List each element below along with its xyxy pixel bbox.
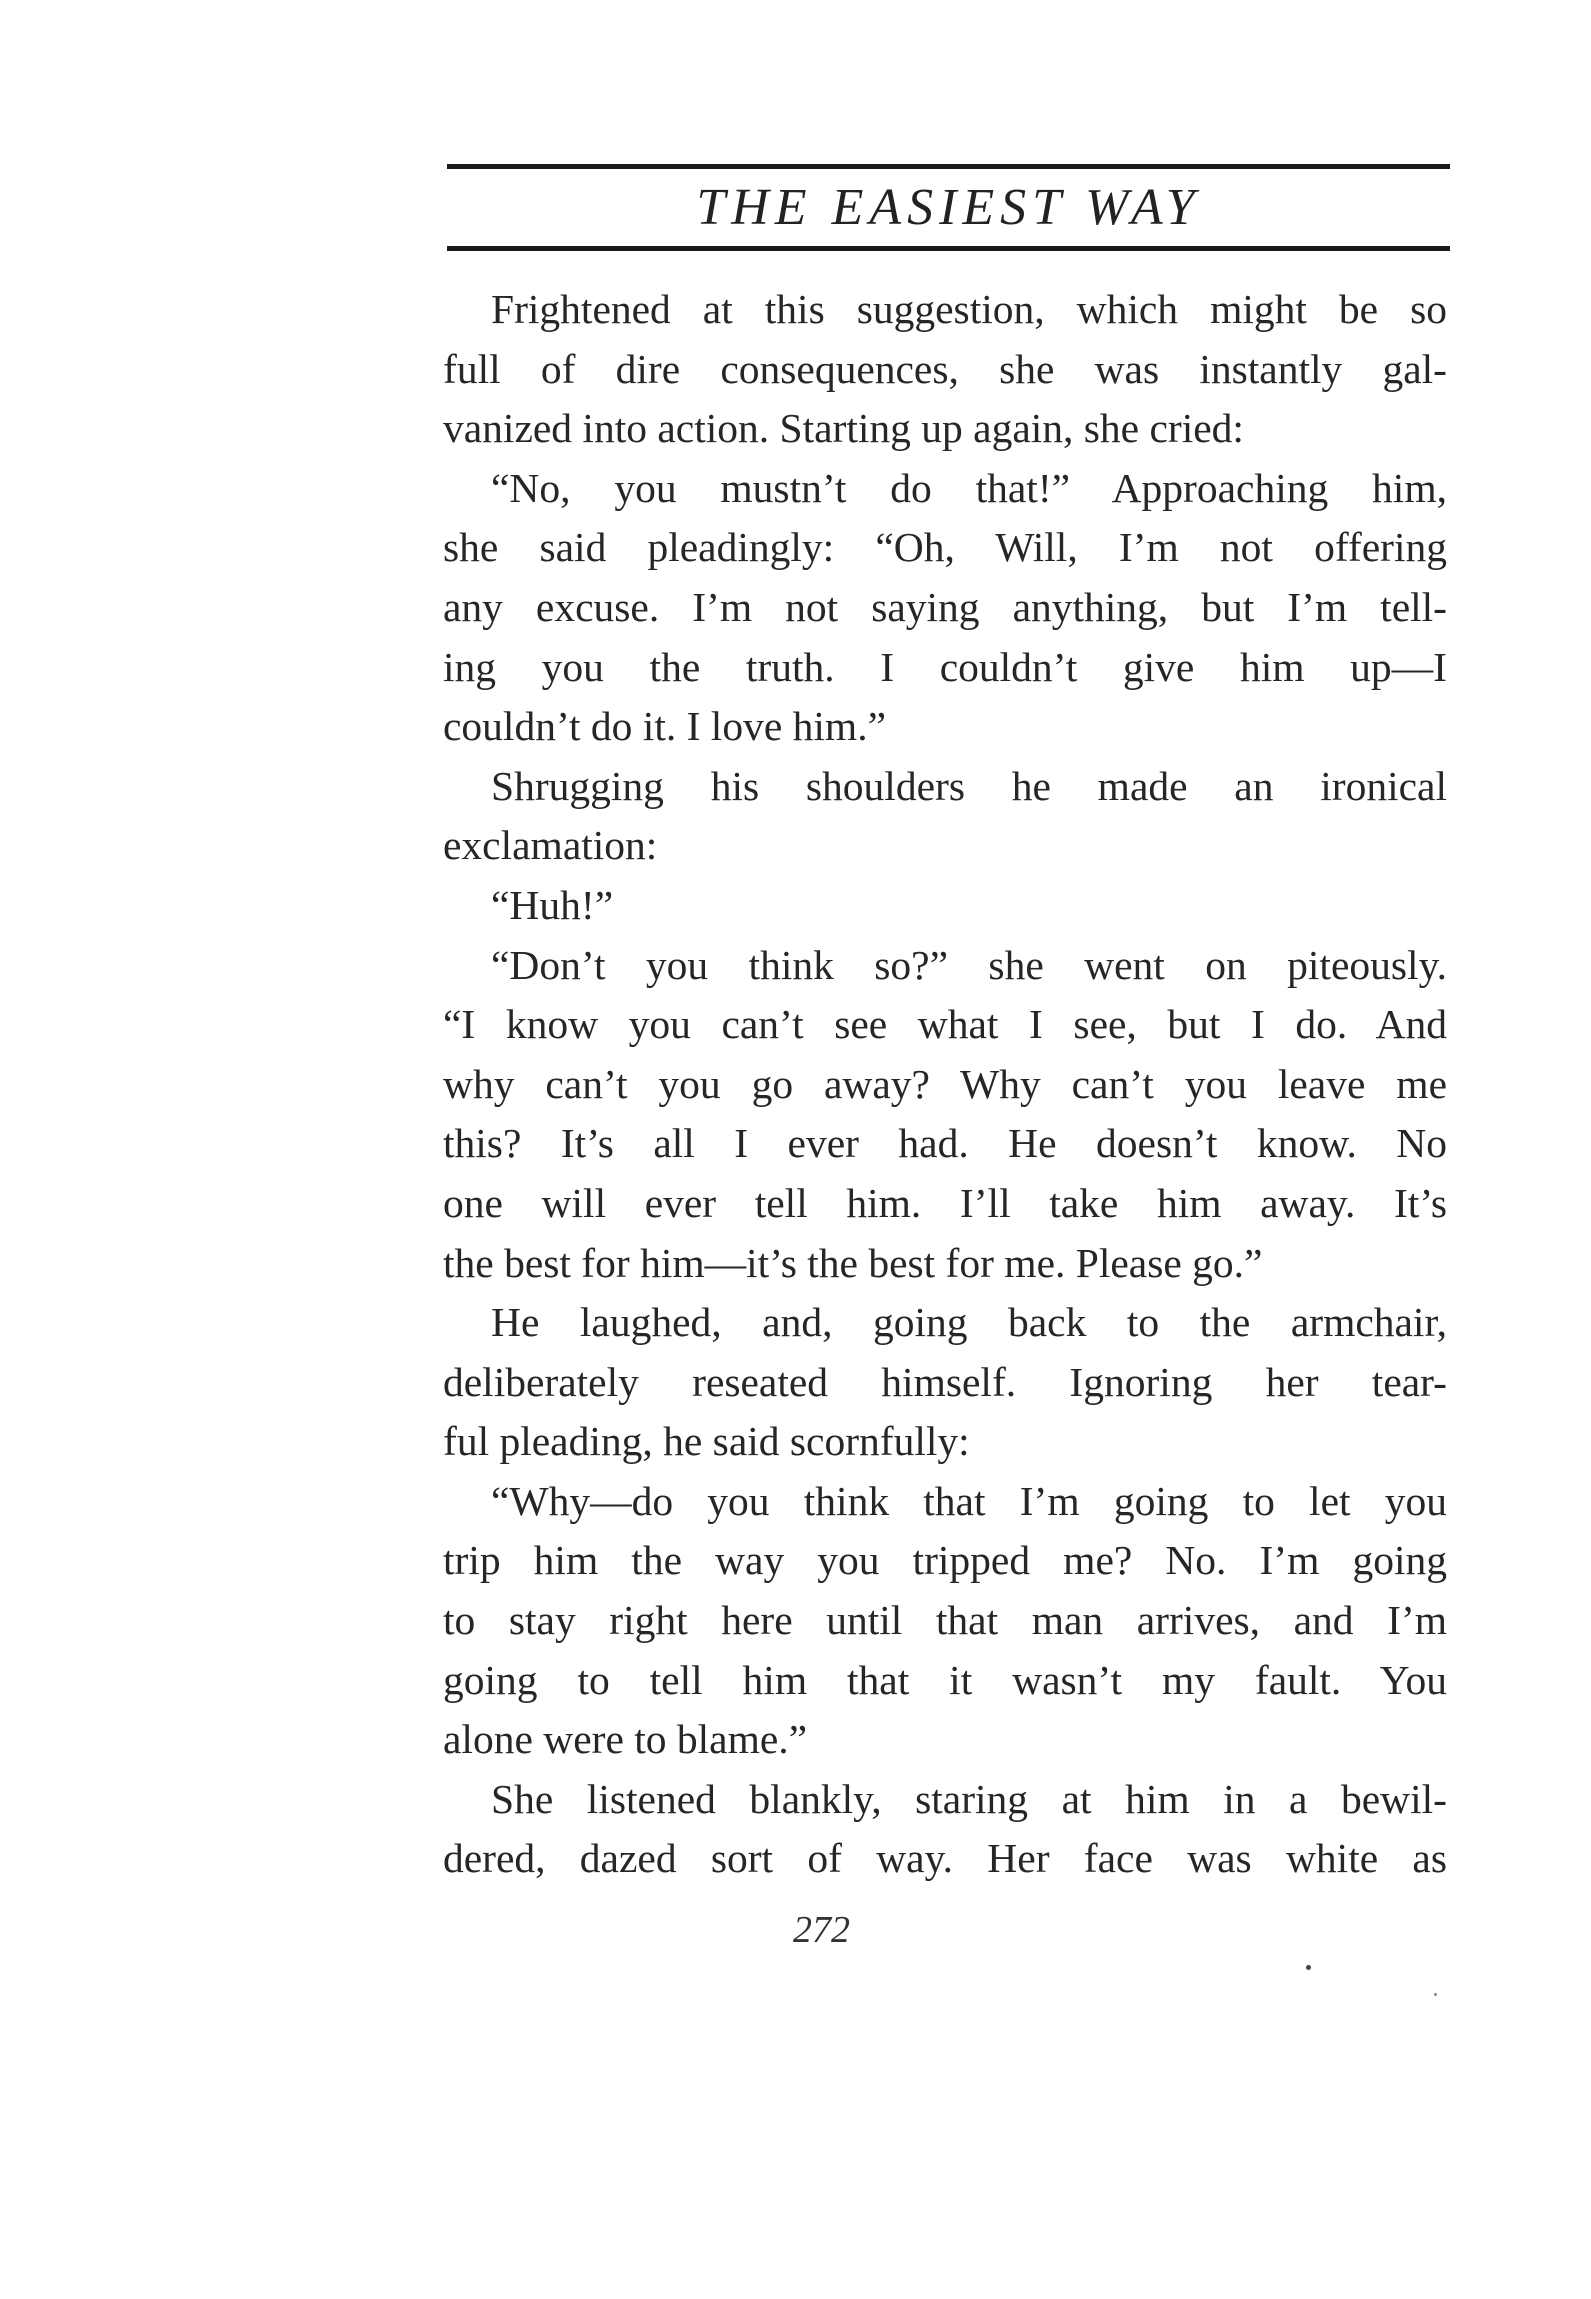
text-line: trip him the way you tripped me? No. I’m going: [443, 1537, 1447, 1584]
running-title: THE EASIEST WAY: [696, 179, 1201, 236]
text-line: vanized into action. Starting up again, she cried:: [443, 405, 1244, 452]
text-line: the best for him—it’s the best for me. Please go.”: [443, 1239, 1263, 1286]
text-line: this? It’s all I ever had. He doesn’t know. No: [443, 1120, 1447, 1167]
text-line: why can’t you go away? Why can’t you leave me: [443, 1060, 1447, 1107]
page-number: 272: [793, 1909, 850, 1951]
text-line: ful pleading, he said scornfully:: [443, 1418, 970, 1465]
text-line: “I know you can’t see what I see, but I do. And: [443, 1001, 1447, 1048]
text-line: couldn’t do it. I love him.”: [443, 703, 886, 750]
paper-speck: [1306, 1965, 1311, 1970]
text-line: alone were to blame.”: [443, 1716, 808, 1763]
text-line: any excuse. I’m not saying anything, but I’m tell-: [443, 583, 1447, 630]
header-rule-top: [447, 164, 1450, 169]
paper-speck: [1434, 1993, 1437, 1996]
text-line: to stay right here until that man arrives, and I’m: [443, 1597, 1447, 1644]
text-line: dered, dazed sort of way. Her face was white as: [443, 1835, 1447, 1882]
text-line: full of dire consequences, she was instantly gal-: [443, 345, 1447, 392]
text-line: ing you the truth. I couldn’t give him up—I: [443, 643, 1447, 690]
body-text: [443, 280, 1447, 1889]
text-line: “Huh!”: [491, 881, 614, 928]
text-line: she said pleadingly: “Oh, Will, I’m not offering: [443, 524, 1447, 571]
text-line: Frightened at this suggestion, which might be so: [491, 286, 1447, 332]
text-line: “Don’t you think so?” she went on piteously.: [491, 941, 1447, 988]
text-line: Shrugging his shoulders he made an ironical: [491, 762, 1447, 809]
text-line: deliberately reseated himself. Ignoring her tear-: [443, 1358, 1447, 1405]
text-line: exclamation:: [443, 822, 658, 869]
text-line: He laughed, and, going back to the armchair,: [491, 1299, 1447, 1346]
header-rule-bottom: [447, 246, 1450, 251]
text-line: one will ever tell him. I’ll take him away. It’s: [443, 1179, 1447, 1226]
text-line: going to tell him that it wasn’t my fault. You: [443, 1656, 1447, 1703]
text-line: “Why—do you think that I’m going to let you: [491, 1477, 1447, 1524]
text-line: She listened blankly, staring at him in a bewil-: [491, 1775, 1447, 1822]
text-line: “No, you mustn’t do that!” Approaching him,: [491, 464, 1447, 511]
